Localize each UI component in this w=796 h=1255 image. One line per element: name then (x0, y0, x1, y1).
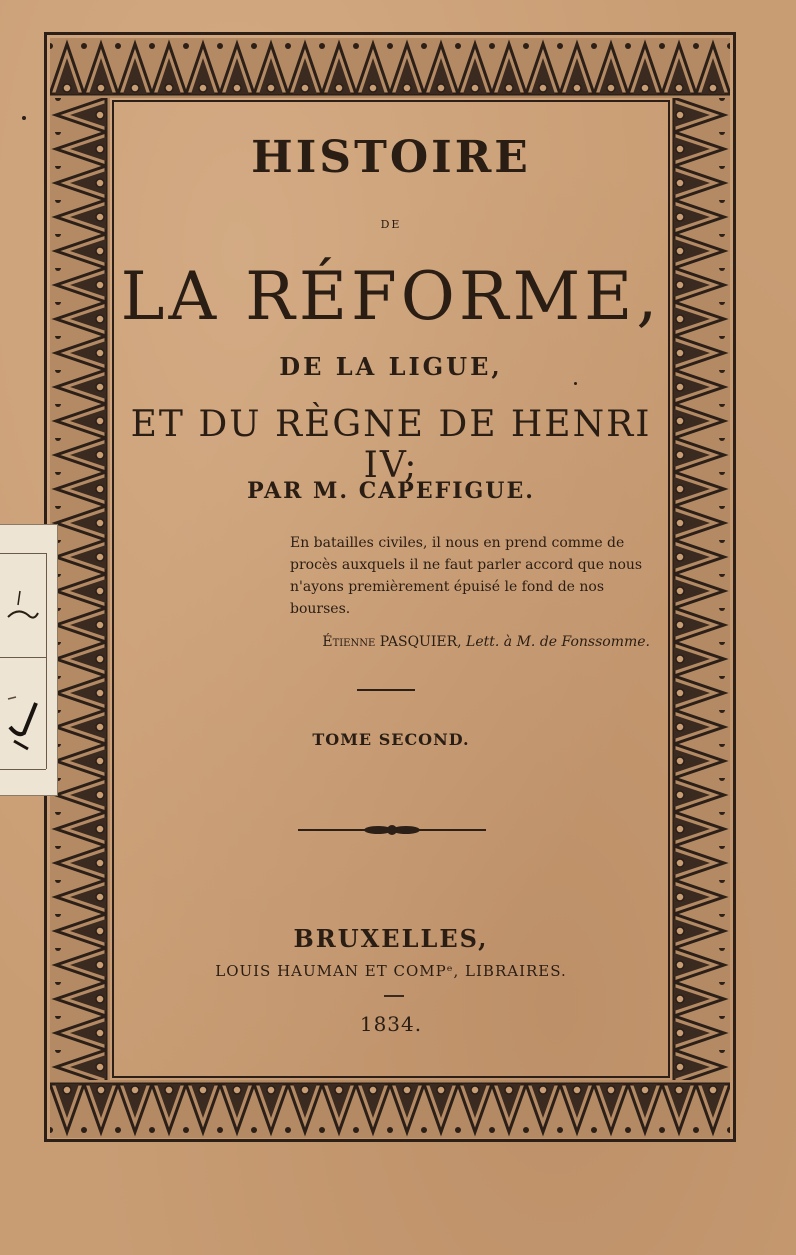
title-de: DE (380, 218, 402, 231)
title-reforme: LA RÉFORME, (120, 258, 662, 335)
handwritten-mark-icon (6, 693, 42, 757)
title-ligue: DE LA LIGUE, (279, 352, 503, 381)
attribution-work: Lett. à M. de Fonssomme. (466, 634, 650, 650)
attribution-name: Étienne PASQUIER (322, 634, 458, 650)
volume-label: TOME SECOND. (312, 730, 470, 749)
author-line: PAR M. CAPEFIGUE. (247, 478, 535, 504)
label-line (0, 769, 46, 770)
imprint-publisher: LOUIS HAUMAN ET COMPᵉ, LIBRAIRES. (215, 962, 567, 980)
paper-speck (22, 116, 26, 120)
paper-speck (574, 382, 577, 385)
handwritten-mark-icon (4, 587, 40, 627)
label-line (46, 553, 47, 769)
epigraph (290, 532, 650, 620)
label-line (0, 657, 46, 658)
title-histoire: HISTOIRE (251, 132, 531, 183)
small-rule (384, 995, 404, 997)
epigraph-line: procès auxquels il ne faut parler accord que nous (290, 557, 643, 573)
epigraph-line: n'ayons premièrement épuisé le fond de nos (290, 579, 605, 595)
library-shelf-label (0, 524, 58, 796)
epigraph-attribution: Étienne PASQUIER, Lett. à M. de Fonssomme. (322, 634, 650, 650)
imprint-year: 1834. (359, 1012, 423, 1036)
epigraph-line: En batailles civiles, il nous en prend comme de (290, 535, 625, 551)
label-line (0, 553, 46, 554)
imprint-city: BRUXELLES, (293, 924, 489, 953)
title-regne: ET DU RÈGNE DE HENRI IV; (130, 404, 652, 486)
divider-rule (357, 689, 415, 691)
epigraph-line: bourses. (290, 601, 351, 617)
ornamental-divider (298, 820, 486, 840)
